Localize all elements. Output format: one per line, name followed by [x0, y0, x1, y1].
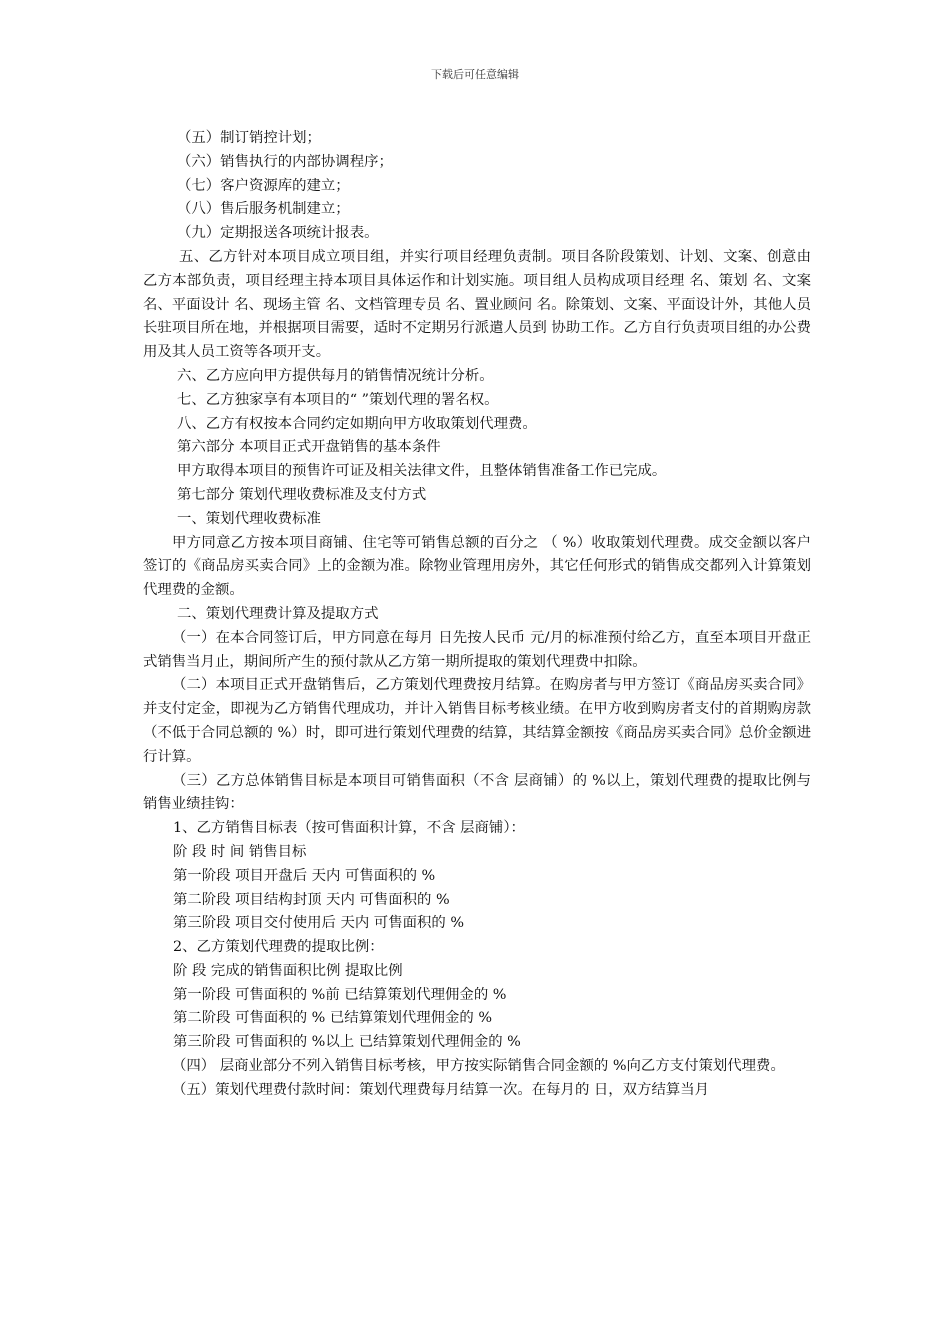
table-row: 第二阶段 项目结构封顶 天内 可售面积的 %	[173, 891, 450, 908]
paragraph-commercial: （四） 层商业部分不列入销售目标考核，甲方按实际销售合同金额的 %向乙方支付策划代理费。	[172, 1058, 785, 1075]
table-header: 阶 段 时 间 销售目标	[173, 843, 307, 860]
paragraph-sales-target: （三）乙方总体销售目标是本项目可销售面积（不含 层商铺）的 %以上，策划代理费的提取比例与销售业绩挂钩：	[143, 772, 811, 813]
paragraph: 六、乙方应向甲方提供每月的销售情况统计分析。	[177, 367, 494, 384]
list-item: （八）售后服务机制建立；	[177, 201, 350, 218]
subsection-heading: 二、策划代理费计算及提取方式	[177, 605, 379, 622]
paragraph: 甲方取得本项目的预售许可证及相关法律文件，且整体销售准备工作已完成。	[177, 463, 667, 480]
subsection-heading: 一、策划代理收费标准	[177, 510, 321, 527]
paragraph-monthly-settlement: （二）本项目正式开盘销售后，乙方策划代理费按月结算。在购房者与甲方签订《商品房买卖合同》并支付定金，即视为乙方销售代理成功，并计入销售目标考核业绩。在甲方收到购房者支付的首期购房款（不低于合同总额的 %）时，即可进行策划代理费的结算，其结算金额按《商品房买卖合同》总价金额进行计算。	[143, 677, 811, 765]
section-heading: 第七部分 策划代理收费标准及支付方式	[177, 486, 427, 503]
table-header: 阶 段 完成的销售面积比例 提取比例	[173, 962, 403, 979]
page-header: 下载后可任意编辑	[431, 68, 519, 81]
table-row: 第二阶段 可售面积的 % 已结算策划代理佣金的 %	[173, 1010, 493, 1027]
section-heading: 第六部分 本项目正式开盘销售的基本条件	[177, 439, 441, 456]
list-item: （七）客户资源库的建立；	[177, 177, 350, 194]
table-row: 第一阶段 可售面积的 %前 已结算策划代理佣金的 %	[173, 986, 507, 1003]
paragraph-project-team: 五、乙方针对本项目成立项目组，并实行项目经理负责制。项目各阶段策划、计划、文案、创意由乙方本部负责，项目经理主持本项目具体运作和计划实施。项目组人员构成项目经理 名、策划 名、文案 名、平面设计 名、现场主管 名、文档管理专员 名、置业顾问 名。除策划、文案、平面设计外，其他人员长驻项目所在地，并根据项目需要，适时不定期另行派遣人员到 协助工作。乙方自行负责项目组的办公费用及其人员工资等各项开支。	[143, 248, 811, 361]
table-row: 第一阶段 项目开盘后 天内 可售面积的 %	[173, 867, 436, 884]
paragraph: 七、乙方独家享有本项目的“ ”策划代理的署名权。	[177, 391, 499, 408]
list-item: （六）销售执行的内部协调程序；	[177, 153, 393, 170]
list-item: （五）制订销控计划；	[177, 130, 321, 146]
paragraph-fee-standard: 甲方同意乙方按本项目商铺、住宅等可销售总额的百分之 （ %）收取策划代理费。成交金额以客户签订的《商品房买卖合同》上的金额为准。除物业管理用房外，其它任何形式的销售成交都列入计算策划代理费的金额。	[143, 534, 811, 599]
list-item: 2、乙方策划代理费的提取比例：	[173, 939, 384, 956]
list-item: （九）定期报送各项统计报表。	[177, 225, 379, 242]
table-row: 第三阶段 项目交付使用后 天内 可售面积的 %	[173, 915, 465, 932]
paragraph-payment-time: （五）策划代理费付款时间：策划代理费每月结算一次。在每月的 日，双方结算当月	[172, 1081, 710, 1098]
paragraph-advance-payment: （一）在本合同签订后，甲方同意在每月 日先按人民币 元/月的标准预付给乙方，直至本项目开盘正式销售当月止，期间所产生的预付款从乙方第一期所提取的策划代理费中扣除。	[143, 629, 811, 670]
table-row: 第三阶段 可售面积的 %以上 已结算策划代理佣金的 %	[173, 1034, 521, 1051]
document-body	[143, 127, 811, 1103]
list-item: 1、乙方销售目标表（按可售面积计算，不含 层商铺）：	[173, 820, 525, 837]
paragraph: 八、乙方有权按本合同约定如期向甲方收取策划代理费。	[177, 415, 537, 432]
